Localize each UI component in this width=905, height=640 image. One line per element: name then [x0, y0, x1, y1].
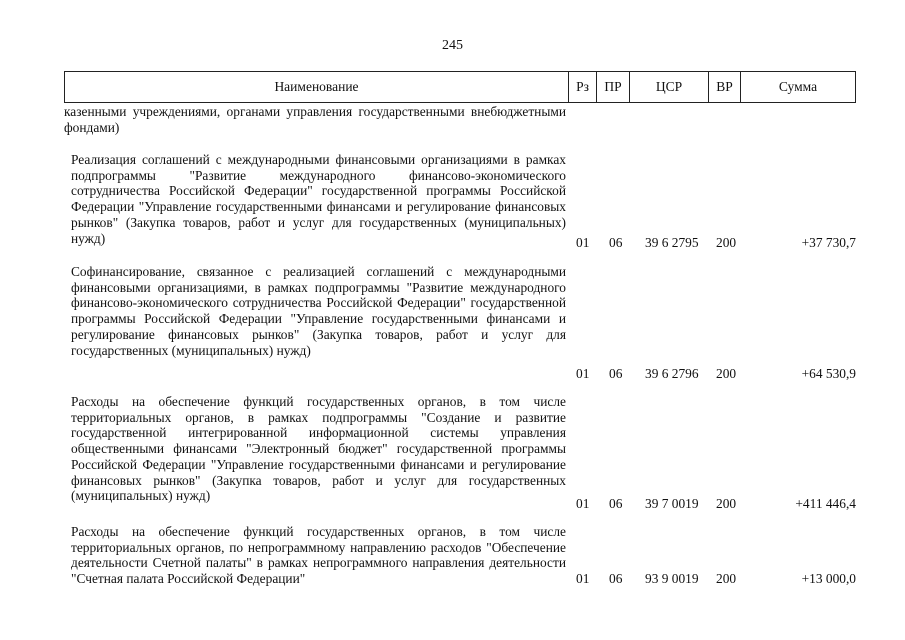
page-number: 245 — [442, 38, 463, 53]
row-1-sum: +37 730,7 — [801, 235, 856, 250]
row-4-pr: 06 — [609, 571, 623, 586]
table-header — [64, 71, 856, 103]
row-2-rz: 01 — [576, 366, 590, 381]
row-4-csr: 93 9 0019 — [645, 571, 699, 586]
row-1-vr: 200 — [716, 235, 737, 250]
row-0-name: казенными учреждениями, органами управления государственными внебюджетными фондами) — [64, 104, 566, 135]
row-2-vr: 200 — [716, 366, 737, 381]
row-2-pr: 06 — [609, 366, 623, 381]
row-1-rz: 01 — [576, 235, 590, 250]
row-1-csr: 39 6 2795 — [645, 235, 699, 250]
row-3-pr: 06 — [609, 496, 623, 511]
header-pr: ПР — [596, 72, 629, 102]
header-sum: Сумма — [740, 72, 855, 102]
row-3-name: Расходы на обеспечение функций государственных органов, в том числе территориальных органов, в рамках подпрограммы "Создание и развитие государственной интегрированной информационной системы управления общественными финансами "Электронный бюджет" государственной программы Российской Федерации "Управление государственными финансами и регулирование финансовых рынков" (Закупка товаров, работ и услуг для государственных (муниципальных) нужд) — [71, 394, 566, 504]
header-csr: ЦСР — [629, 72, 708, 102]
row-3-rz: 01 — [576, 496, 590, 511]
row-4-name: Расходы на обеспечение функций государственных органов, в том числе территориальных органов, по непрограммному направлению расходов "Обеспечение деятельности Счетной палаты" в рамках непрограммного направления деятельности "Счетная палата Российской Федерации" — [71, 524, 566, 587]
row-2-sum: +64 530,9 — [801, 366, 856, 381]
header-rz: Рз — [568, 72, 596, 102]
row-3-csr: 39 7 0019 — [645, 496, 699, 511]
header-vr: ВР — [708, 72, 740, 102]
row-4-sum: +13 000,0 — [801, 571, 856, 586]
row-1-pr: 06 — [609, 235, 623, 250]
row-2-name: Софинансирование, связанное с реализацией соглашений с международными финансовыми организациями, в рамках подпрограммы "Развитие международного финансово-экономического сотрудничества Российской Федерации" государственной программы Российской Федерации "Управление государственными финансами и регулирование финансовых рынков" (Закупка товаров, работ и услуг для государственных (муниципальных) нужд) — [71, 264, 566, 358]
header-name: Наименование — [274, 79, 359, 94]
row-3-sum: +411 446,4 — [795, 496, 856, 511]
row-2-csr: 39 6 2796 — [645, 366, 699, 381]
row-4-vr: 200 — [716, 571, 737, 586]
row-4-rz: 01 — [576, 571, 590, 586]
row-1-name: Реализация соглашений с международными финансовыми организациями в рамках подпрограммы "Развитие международного финансово-экономического сотрудничества Российской Федерации" государственной программы Российской Федерации "Управление государственными финансами и регулирование финансовых рынков" (Закупка товаров, работ и услуг для государственных (муниципальных) нужд) — [71, 152, 566, 246]
row-3-vr: 200 — [716, 496, 737, 511]
